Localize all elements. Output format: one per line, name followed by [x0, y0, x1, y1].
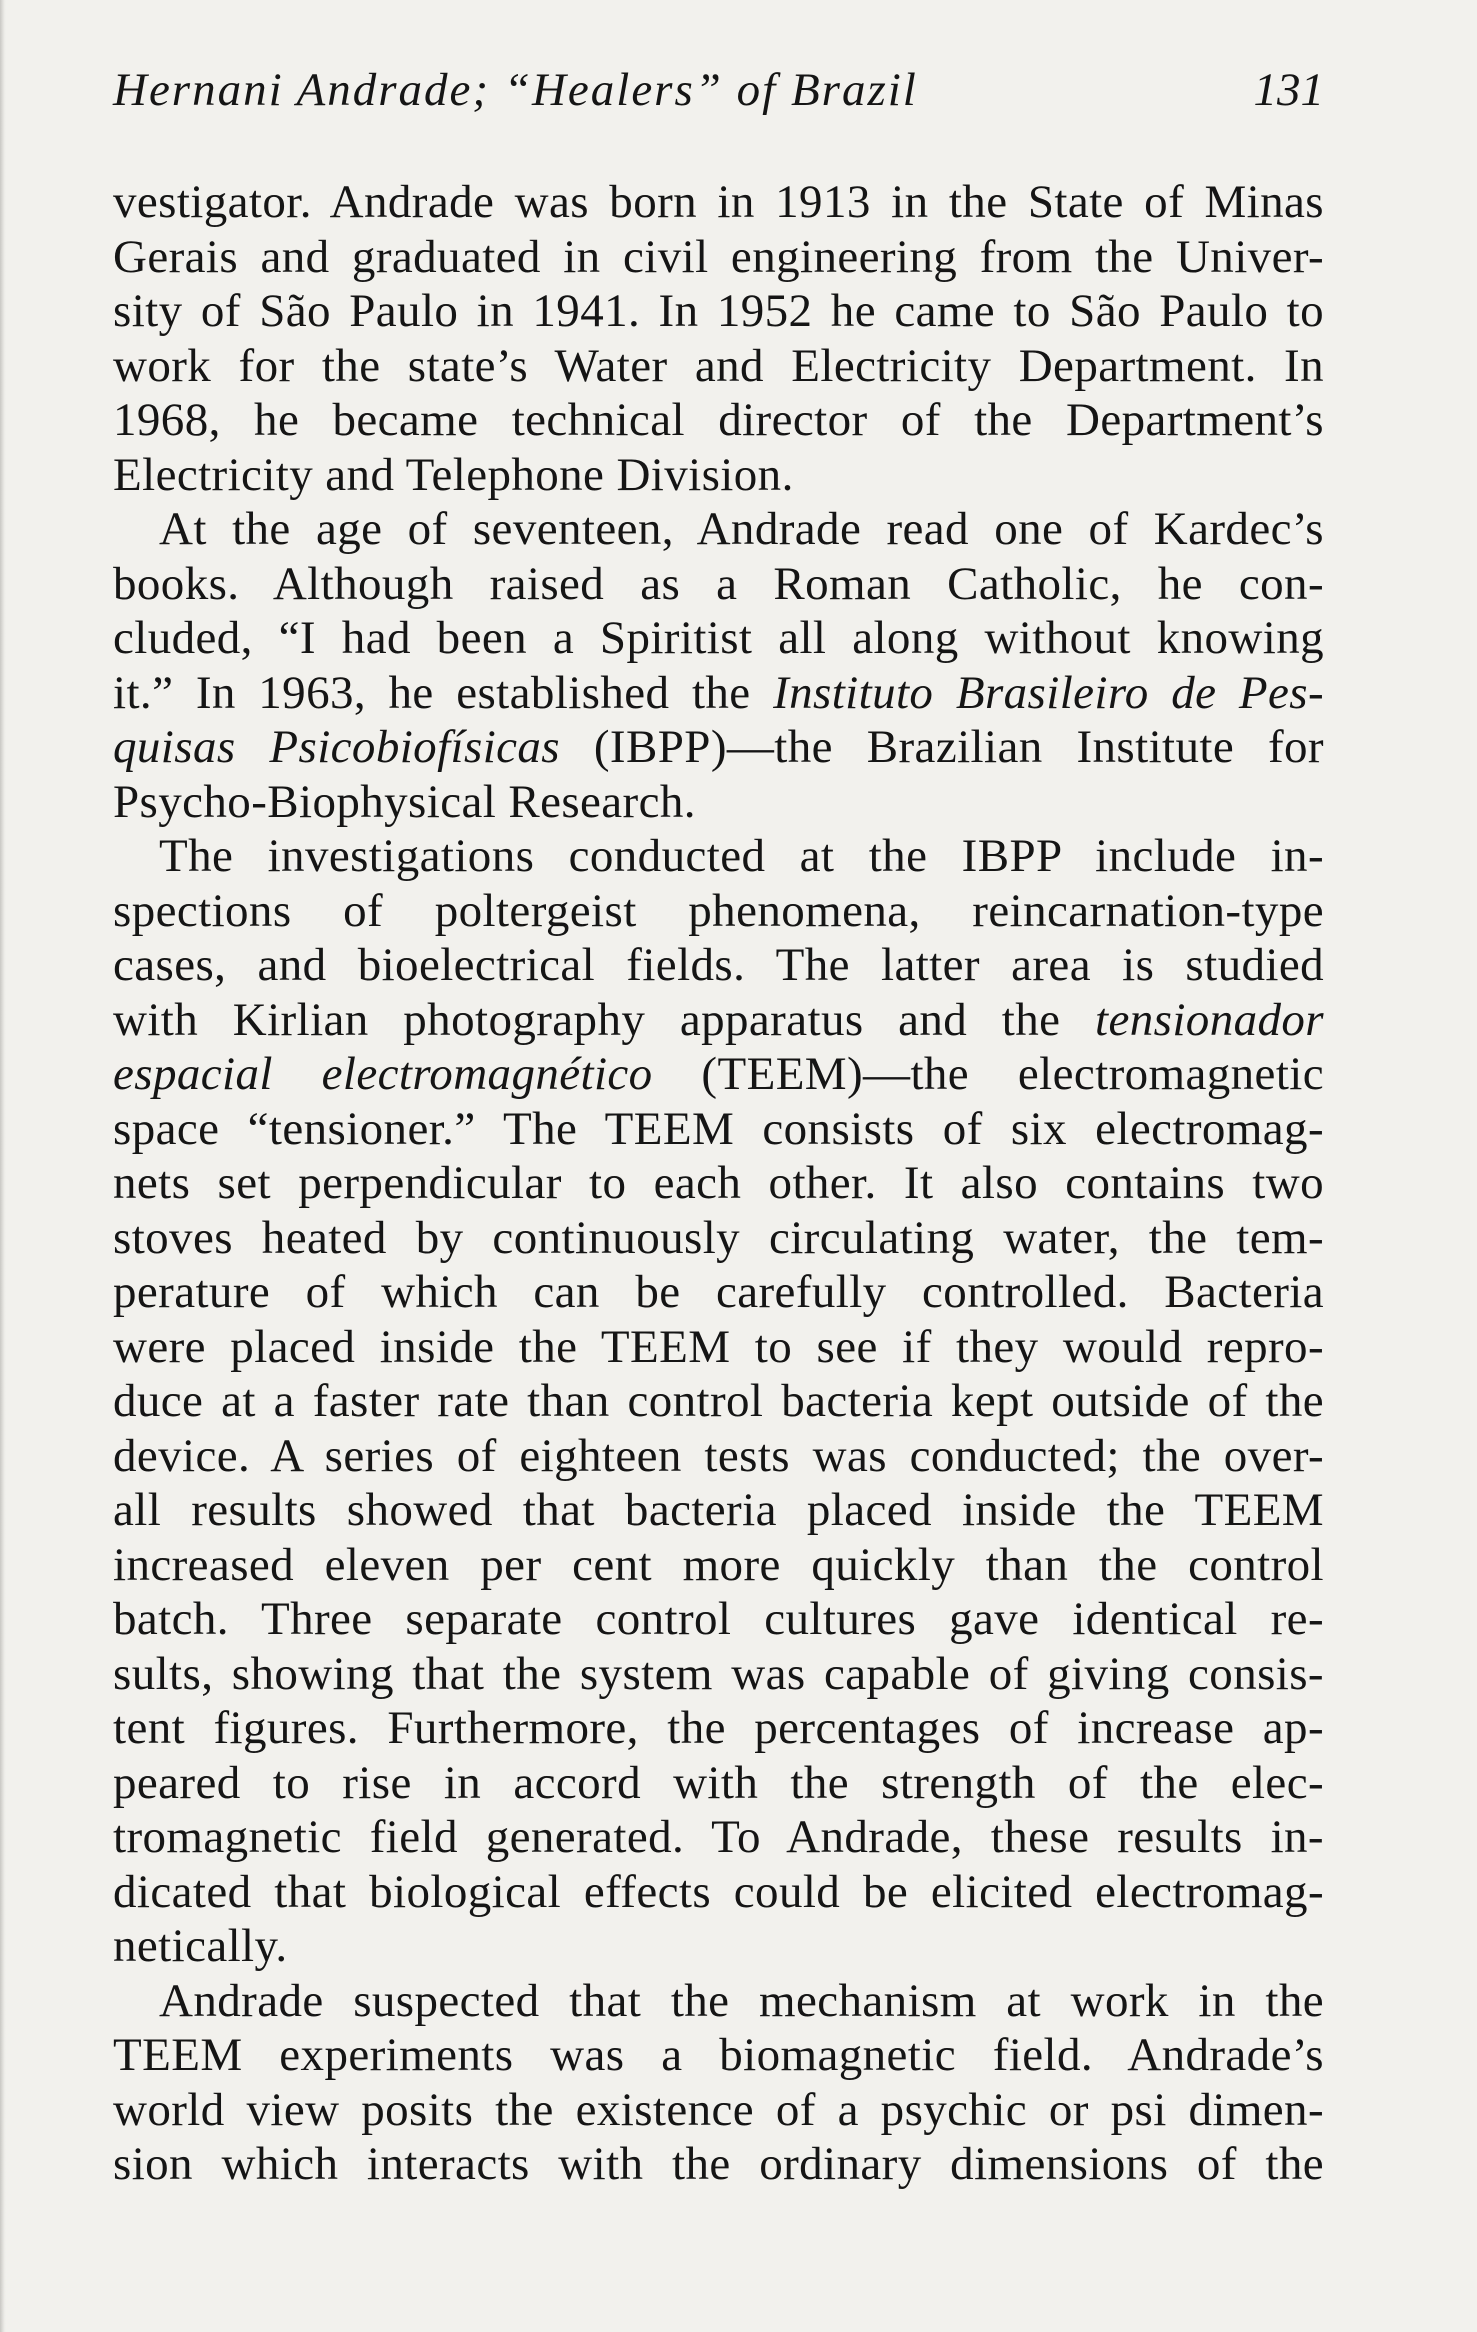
paragraph	[113, 175, 1324, 502]
text-line: batch. Three separate control cultures gave identical re-	[113, 1593, 1324, 1645]
text-line: duce at a faster rate than control bacteria kept outside of the	[113, 1375, 1324, 1427]
running-head	[113, 63, 1324, 118]
text-line: sity of São Paulo in 1941. In 1952 he came to São Paulo to	[113, 285, 1324, 337]
text-line: all results showed that bacteria placed inside the TEEM	[113, 1484, 1324, 1536]
text-line: stoves heated by continuously circulating water, the tem-	[113, 1211, 1324, 1264]
text-line: Andrade suspected that the mechanism at work in the	[159, 1974, 1324, 2027]
paragraph	[113, 829, 1324, 1974]
text-line: books. Although raised as a Roman Catholic, he con-	[113, 557, 1324, 610]
text-line: perature of which can be carefully controlled. Bacteria	[113, 1266, 1324, 1318]
text-line: world view posits the existence of a psychic or psi dimen-	[113, 2083, 1324, 2136]
text-line: peared to rise in accord with the strength of the elec-	[113, 1756, 1324, 1809]
text-line: cluded, “I had been a Spiritist all along without knowing	[113, 612, 1324, 664]
text-line: space “tensioner.” The TEEM consists of six electromag-	[113, 1102, 1324, 1155]
text-line	[113, 993, 1324, 1048]
text-line: tent figures. Furthermore, the percentages of increase ap-	[113, 1702, 1324, 1754]
text-line: Psycho-Biophysical Research.	[113, 775, 696, 828]
text-line: At the age of seventeen, Andrade read one of Kardec’s	[159, 503, 1324, 555]
italic-term: tensionador	[1095, 993, 1324, 1046]
text-run: it.” In 1963, he established the	[113, 666, 774, 719]
text-line	[113, 666, 1324, 721]
page-number: 131	[1253, 64, 1324, 116]
text-line: device. A series of eighteen tests was conducted; the over-	[113, 1429, 1324, 1482]
text-line: vestigator. Andrade was born in 1913 in the State of Minas	[113, 176, 1324, 228]
text-line: 1968, he became technical director of the Department’s	[113, 394, 1324, 446]
text-line: netically.	[113, 1920, 288, 1972]
body-text	[113, 175, 1324, 2192]
text-line: Electricity and Telephone Division.	[113, 448, 794, 501]
text-line: spections of poltergeist phenomena, reincarnation-type	[113, 884, 1324, 937]
running-title: Hernani Andrade; “Healers” of Brazil	[113, 64, 918, 116]
text-line: work for the state’s Water and Electricity Department. In	[113, 339, 1324, 392]
text-line: were placed inside the TEEM to see if they would repro-	[113, 1320, 1324, 1373]
text-line: nets set perpendicular to each other. It also contains two	[113, 1157, 1324, 1209]
paragraph	[113, 1974, 1324, 2192]
text-line: cases, and bioelectrical fields. The latter area is studied	[113, 939, 1324, 991]
italic-term: quisas Psicobiofísicas	[113, 721, 561, 773]
text-line: tromagnetic field generated. To Andrade, these results in-	[113, 1811, 1324, 1863]
page-edge	[0, 0, 6, 2332]
text-run: (TEEM)—the electromagnetic	[652, 1048, 1324, 1100]
text-line: dicated that biological effects could be elicited electromag-	[113, 1865, 1324, 1918]
text-line: increased eleven per cent more quickly than the control	[113, 1538, 1324, 1591]
text-line: The investigations conducted at the IBPP include in-	[159, 830, 1324, 882]
text-line: sion which interacts with the ordinary dimensions of the	[113, 2138, 1324, 2190]
text-line	[113, 1047, 1324, 1102]
text-line: Gerais and graduated in civil engineering from the Univer-	[113, 230, 1324, 283]
text-run: with Kirlian photography apparatus and the	[113, 993, 1096, 1046]
italic-term: Instituto Brasileiro de Pes-	[773, 666, 1324, 719]
italic-term: espacial electromagnético	[113, 1048, 653, 1100]
text-line: sults, showing that the system was capable of giving consis-	[113, 1647, 1324, 1700]
text-line	[113, 720, 1324, 775]
text-line: TEEM experiments was a biomagnetic field. Andrade’s	[113, 2029, 1324, 2081]
text-run: (IBPP)—the Brazilian Institute for	[560, 721, 1324, 773]
paragraph	[113, 502, 1324, 829]
